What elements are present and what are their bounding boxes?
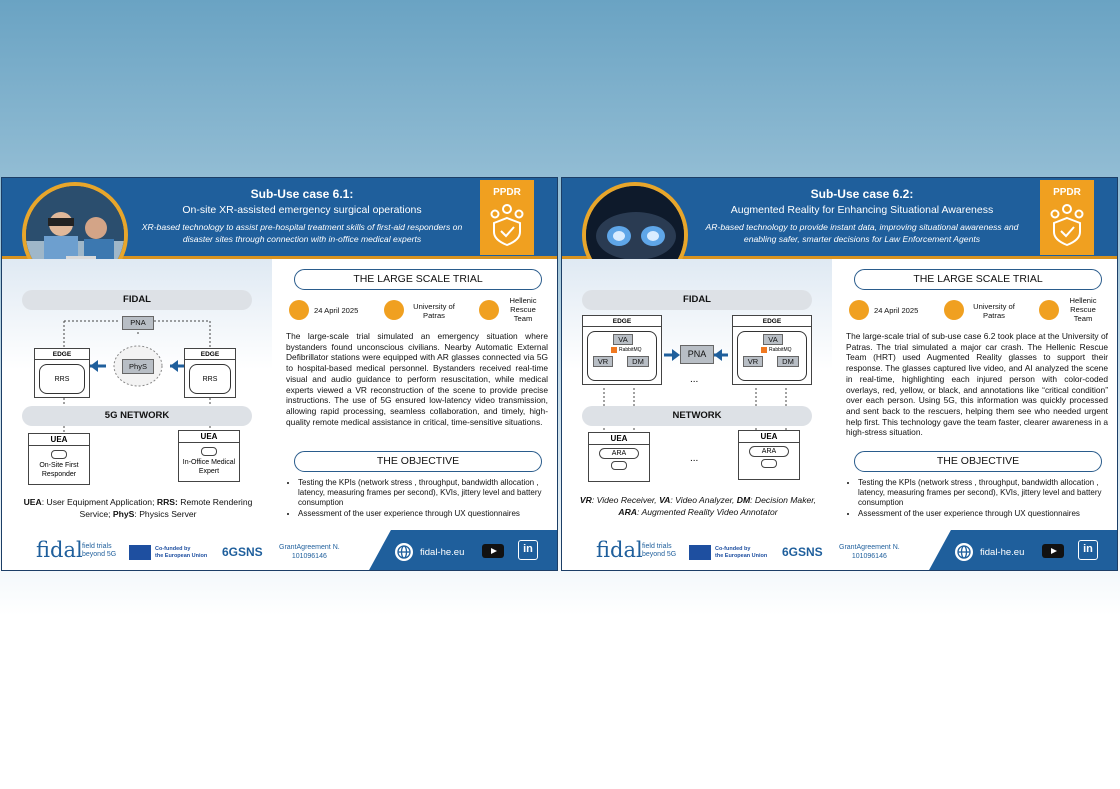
- vr-headset-icon: [51, 450, 67, 459]
- pna-node: PNA: [122, 316, 154, 330]
- diagram-legend: [10, 496, 266, 520]
- trial-date: 24 April 2025: [874, 306, 919, 315]
- 6gsns-logo: 6GSNS: [782, 545, 823, 559]
- ppdr-label: PPDR: [1053, 187, 1081, 198]
- trial-heading: THE LARGE SCALE TRIAL: [854, 269, 1102, 290]
- ara-node: ARA: [749, 446, 789, 457]
- fidal-band: FIDAL: [22, 290, 252, 310]
- ppdr-label: PPDR: [493, 187, 521, 198]
- pna-node: PNA: [680, 345, 714, 364]
- uea-label: UEA: [179, 431, 239, 443]
- team-shield-icon: [487, 202, 527, 246]
- uea-box-right: [738, 430, 800, 480]
- legend-value: : Augmented Reality Video Annotator: [637, 507, 778, 517]
- eu-funding-text: [715, 546, 767, 560]
- grant-agreement: [839, 543, 900, 561]
- more-edges-ellipsis: ...: [690, 374, 699, 385]
- vr-headset-icon: [201, 447, 217, 456]
- calendar-icon: [849, 300, 869, 320]
- phys-node: PhyS: [122, 359, 154, 374]
- dm-node: DM: [627, 356, 649, 367]
- eu-line: the European Union: [155, 553, 208, 559]
- legend-value: Remote Rendering Service;: [79, 497, 253, 519]
- va-node: VA: [763, 334, 783, 345]
- more-uea-ellipsis: ...: [690, 453, 699, 464]
- edge-box-right: [184, 348, 236, 398]
- trial-team: Hellenic Rescue Team: [1069, 296, 1097, 323]
- legend-key: UEA: [23, 497, 42, 507]
- uea-box-left: [588, 432, 650, 482]
- legend-key: RRS:: [156, 497, 178, 507]
- eu-flag-icon: [129, 545, 151, 560]
- location-pin-icon: [944, 300, 964, 320]
- poster-sub-use-case-6-2: [561, 177, 1118, 571]
- grant-label: GrantAgreement N.: [279, 544, 340, 551]
- edge-label: EDGE: [185, 349, 235, 360]
- objective-list: [288, 478, 550, 520]
- website-link[interactable]: [394, 542, 464, 562]
- trial-description: The large-scale trial of sub-use case 6.2 took place at the University of Patras. The trial simulated a major car crash. The Hellenic Rescue Team (HRT) used Augmented Reality glasses to support their response. The glasses captured live video, and AI analyzed the scene in real-time, highlighting each injured person with color-coded overlays, red, yellow, or black, and annotations like “critical condition” over each person. Using 5G, this information was quickly processed and sent back to the rescuers, helping them see who needed urgent help first. This technology gave the team faster, clearer awareness in a high-stress situation.: [846, 331, 1108, 438]
- fidal-band: FIDAL: [582, 290, 812, 310]
- linkedin-icon[interactable]: in: [518, 540, 538, 560]
- youtube-icon[interactable]: [1042, 544, 1064, 558]
- rabbitmq-icon: [611, 347, 617, 353]
- edge-label: EDGE: [583, 316, 661, 327]
- uea-label: UEA: [589, 433, 649, 445]
- globe-icon: [394, 542, 414, 562]
- eu-line: the European Union: [715, 553, 768, 559]
- list-item: • Assessment of the user experience through UX questionnaires: [298, 509, 550, 519]
- vr-node: VR: [593, 356, 613, 367]
- grant-number: 101096146: [291, 553, 327, 560]
- fidal-logo: fidal: [596, 538, 643, 562]
- dm-node: DM: [777, 356, 799, 367]
- ppdr-badge: [480, 180, 534, 255]
- globe-icon: [954, 542, 974, 562]
- legend-key: ARA: [618, 507, 637, 517]
- legend-key: PhyS: [112, 509, 135, 519]
- poster-tagline: AR-based technology to provide instant data, improving situational awareness and enabling safer, smarter decisions for Law Enforcement Agents: [705, 222, 1019, 244]
- trial-date: 24 April 2025: [314, 306, 359, 315]
- edge-label: EDGE: [35, 349, 89, 360]
- uea-box-right: [178, 430, 240, 482]
- team-shield-icon: [1047, 202, 1087, 246]
- ppdr-badge: [1040, 180, 1094, 255]
- fidal-logo: fidal: [36, 538, 83, 562]
- calendar-icon: [289, 300, 309, 320]
- ara-node: ARA: [599, 448, 639, 459]
- va-node: VA: [613, 334, 633, 345]
- trial-description: The large-scale trial simulated an emergency situation where bystanders found unconscious civilians. Nearby Automatic External Defibrillator stations were equipped with AR glasses connected via 5G to hospital-based medical personnel. Bystanders received real-time visual and audio guidance to perform resuscitation, while medical experts viewed a VR reconstruction of the scene to provide precise instructions. The use of 5G ensured low-latency video transmission, allowing rapid processing, seamless collaboration, and timely, high-quality remote medical assistance in critical, time-sensitive situations.: [286, 331, 548, 427]
- uea-label: UEA: [739, 431, 799, 443]
- uea-caption: On-Site First Responder: [39, 462, 79, 478]
- legend-value: : User Equipment Application;: [41, 497, 157, 507]
- team-icon: [1039, 300, 1059, 320]
- legend-key: VA: [659, 495, 671, 505]
- website-link[interactable]: [954, 542, 1024, 562]
- poster-tagline: XR-based technology to assist pre-hospital treatment skills of first-aid responders on disaster sites through connection with in-office medical experts: [141, 222, 463, 244]
- network-band: NETWORK: [582, 406, 812, 426]
- trial-location: University of Patras: [413, 302, 455, 320]
- poster-sub-use-case-6-1: [1, 177, 558, 571]
- grant-label: GrantAgreement N.: [839, 544, 900, 551]
- edge-box-right: [732, 315, 812, 385]
- tagline-line: field trials: [642, 543, 672, 550]
- eu-flag-icon: [689, 545, 711, 560]
- tagline-line: beyond 5G: [82, 551, 117, 558]
- location-pin-icon: [384, 300, 404, 320]
- fidal-tagline: [642, 543, 676, 559]
- website-text: fidal-he.eu: [420, 546, 465, 558]
- grant-agreement: [279, 543, 340, 561]
- grant-number: 101096146: [851, 553, 887, 560]
- footer: [562, 530, 1117, 571]
- tagline-line: field trials: [82, 543, 112, 550]
- eu-line: Co-funded by: [155, 546, 191, 552]
- trial-heading: THE LARGE SCALE TRIAL: [294, 269, 542, 290]
- 6gsns-logo: 6GSNS: [222, 545, 263, 559]
- team-icon: [479, 300, 499, 320]
- list-item: • Assessment of the user experience through UX questionnaires: [858, 509, 1110, 519]
- rrs-node-right: RRS: [189, 364, 231, 394]
- poster-title: Sub-Use case 6.1:: [250, 187, 354, 201]
- legend-value: : Video Receiver,: [591, 495, 660, 505]
- vr-headset-icon: [761, 459, 777, 468]
- website-text: fidal-he.eu: [980, 546, 1025, 558]
- legend-key: DM: [736, 495, 751, 505]
- trial-location: University of Patras: [973, 302, 1015, 320]
- list-item: • Testing the KPIs (network stress , throughput, bandwidth allocation , latency, measuring frames per second), KVIs, jittery level and battery consumption: [858, 478, 1110, 508]
- poster-title: Sub-Use case 6.2:: [810, 187, 914, 201]
- objective-list: [848, 478, 1110, 520]
- legend-value: : Video Analyzer,: [670, 495, 737, 505]
- footer: [2, 530, 557, 571]
- linkedin-icon[interactable]: in: [1078, 540, 1098, 560]
- objective-heading: THE OBJECTIVE: [854, 451, 1102, 472]
- eu-line: Co-funded by: [715, 546, 751, 552]
- rabbitmq-label: RabbitMQ: [619, 347, 642, 353]
- rabbitmq-icon: [761, 347, 767, 353]
- edge-box-left: [582, 315, 662, 385]
- objective-heading: THE OBJECTIVE: [294, 451, 542, 472]
- legend-value: : Decision Maker,: [750, 495, 817, 505]
- fidal-tagline: [82, 543, 116, 559]
- list-item: • Testing the KPIs (network stress , throughput, bandwidth allocation , latency, measuring frames per second), KVIs, jittery level and battery consumption: [298, 478, 550, 508]
- vr-headset-icon: [611, 461, 627, 470]
- legend-key: VR: [579, 495, 592, 505]
- poster-subtitle: Augmented Reality for Enhancing Situational Awareness: [730, 204, 994, 216]
- eu-funding-text: [155, 546, 207, 560]
- edge-box-left: [34, 348, 90, 398]
- legend-value: : Physics Server: [134, 509, 197, 519]
- edge-label: EDGE: [733, 316, 811, 327]
- rabbitmq-label: RabbitMQ: [769, 347, 792, 353]
- trial-team: Hellenic Rescue Team: [509, 296, 537, 323]
- poster-subtitle: On-site XR-assisted emergency surgical operations: [182, 204, 422, 216]
- uea-label: UEA: [29, 434, 89, 446]
- tagline-line: beyond 5G: [642, 551, 677, 558]
- youtube-icon[interactable]: [482, 544, 504, 558]
- 5g-network-band: 5G NETWORK: [22, 406, 252, 426]
- diagram-legend: [576, 494, 820, 518]
- uea-caption: In-Office Medical Expert: [182, 459, 236, 475]
- uea-box-left: [28, 433, 90, 485]
- vr-node: VR: [743, 356, 763, 367]
- rrs-node-left: RRS: [39, 364, 85, 394]
